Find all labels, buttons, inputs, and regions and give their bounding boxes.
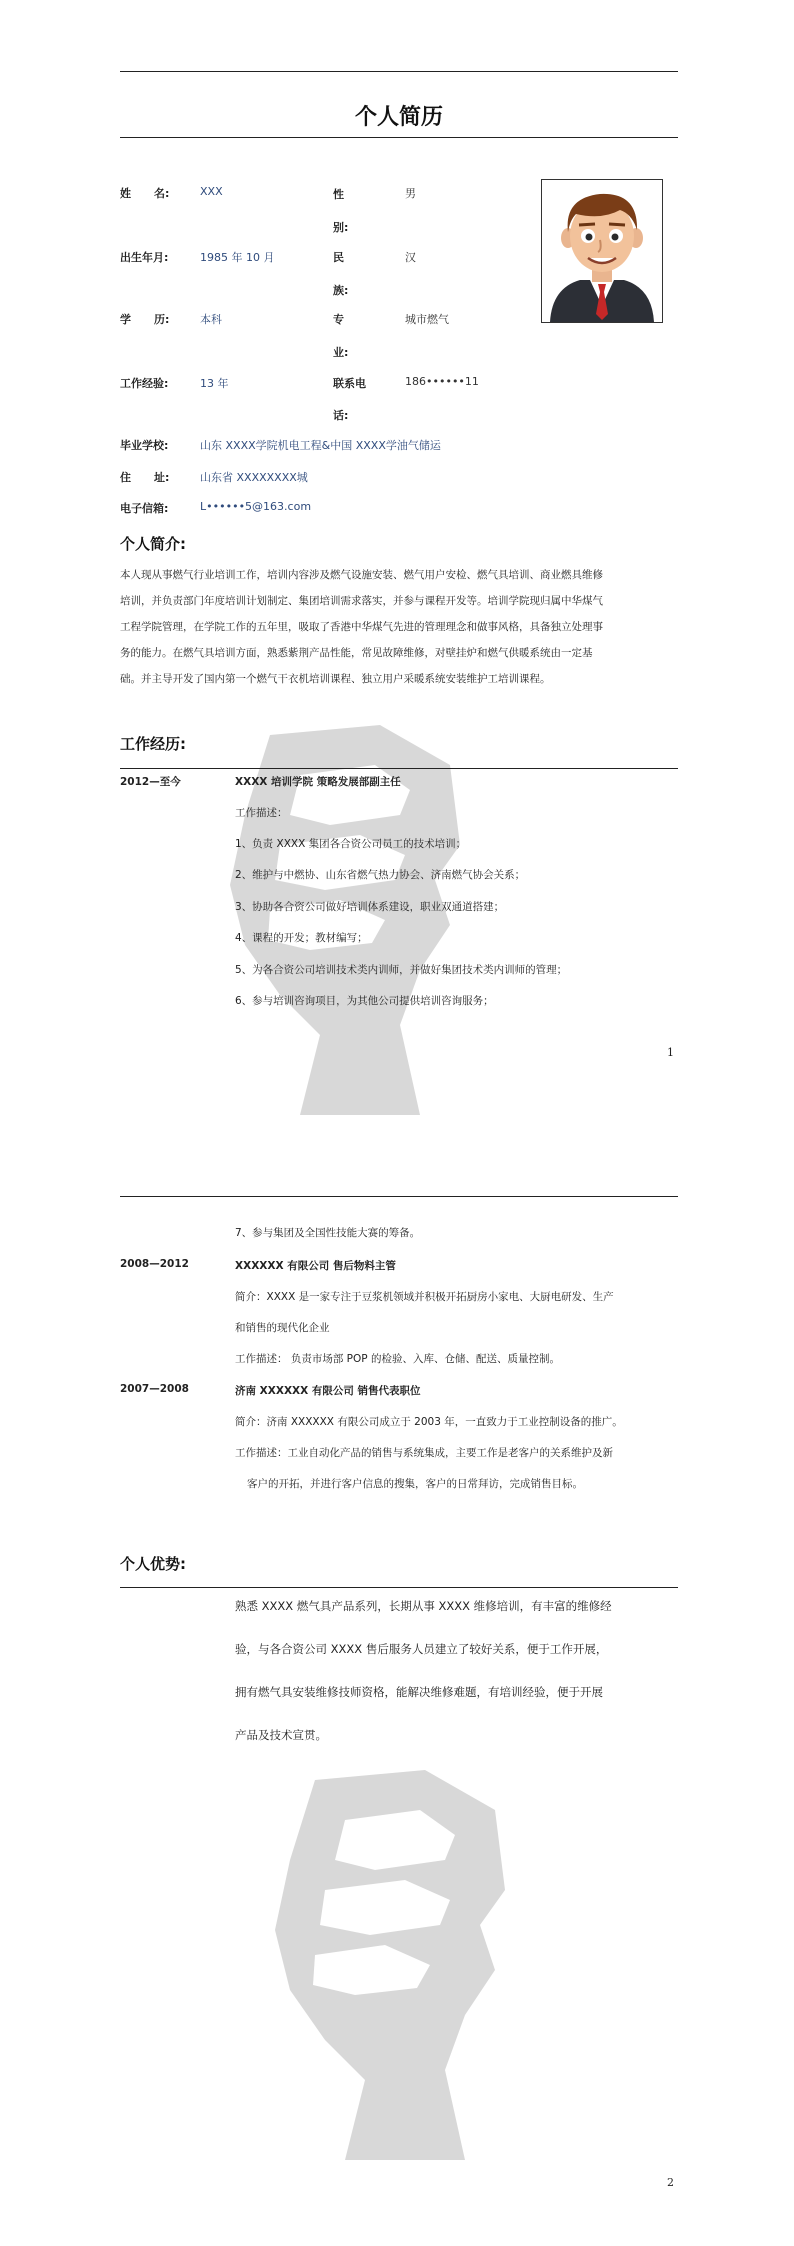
job1-item: 3、协助各合资公司做好培训体系建设，职业双通道搭建；	[235, 901, 505, 913]
job1-item: 5、为各合资公司培训技术类内训师，并做好集团技术类内训师的管理；	[235, 964, 568, 976]
fist-watermark-icon	[195, 1740, 555, 2160]
intro-line: 务的能力。在燃气具培训方面，熟悉紫荆产品性能，常见故障维修，对壁挂炉和燃气供暖系统由一定基	[120, 647, 593, 659]
label-ethnic-suffix: 族:	[333, 284, 349, 297]
advantages-line: 产品及技术宣贯。	[235, 1728, 327, 1742]
avatar-portrait-icon	[542, 180, 662, 322]
label-phone-suffix: 话:	[333, 409, 349, 422]
advantages-heading: 个人优势:	[120, 1555, 186, 1573]
value-gender: 男	[405, 187, 416, 200]
intro-line: 本人现从事燃气行业培训工作，培训内容涉及燃气设施安装、燃气用户安检、燃气具培训、商业燃具维修	[120, 569, 603, 581]
label-gender-suffix: 别:	[333, 221, 349, 234]
advantages-rule	[120, 1587, 678, 1588]
value-email: L••••••5@163.com	[200, 500, 312, 513]
avatar	[541, 179, 663, 323]
job3-desc-line: 客户的开拓，并进行客户信息的搜集，客户的日常拜访，完成销售目标。	[247, 1478, 583, 1490]
advantages-line: 验，与各合资公司 XXXX 售后服务人员建立了较好关系，便于工作开展，	[235, 1642, 608, 1656]
job1-desc-label: 工作描述：	[235, 807, 288, 819]
job3-intro: 简介：济南 XXXXXX 有限公司成立于 2003 年，一直致力于工业控制设备的推广。	[235, 1416, 623, 1428]
value-phone: 186••••••11	[405, 375, 479, 388]
job2-intro-line: 和销售的现代化企业	[235, 1322, 330, 1334]
job1-item: 4、课程的开发；教材编写；	[235, 932, 368, 944]
value-address: 山东省 XXXXXXXX城	[200, 471, 308, 484]
job2-company-title: XXXXXX 有限公司 售后物料主管	[235, 1260, 396, 1272]
job1-item: 2、维护与中燃协、山东省燃气热力协会、济南燃气协会关系；	[235, 869, 526, 881]
label-major: 专	[333, 313, 344, 326]
value-birth: 1985 年 10 月	[200, 251, 275, 264]
advantages-line: 熟悉 XXXX 燃气具产品系列，长期从事 XXXX 维修培训，有丰富的维修经	[235, 1599, 612, 1613]
advantages-line: 拥有燃气具安装维修技师资格，能解决维修难题，有培训经验，便于开展	[235, 1685, 603, 1699]
job2-desc: 工作描述： 负责市场部 POP 的检验、入库、仓储、配送、质量控制。	[235, 1353, 560, 1365]
job1-company-title: XXXX 培训学院 策略发展部副主任	[235, 776, 401, 788]
job3-period: 2007—2008	[120, 1383, 189, 1395]
label-email: 电子信箱:	[120, 502, 169, 515]
job3-company-title: 济南 XXXXXX 有限公司 销售代表职位	[235, 1385, 421, 1397]
label-phone: 联系电	[333, 377, 366, 390]
label-experience: 工作经验:	[120, 377, 169, 390]
label-birth: 出生年月:	[120, 251, 169, 264]
intro-paragraph	[120, 562, 680, 692]
label-name: 姓 名:	[120, 187, 170, 200]
page-number: 1	[667, 1046, 674, 1059]
value-school: 山东 XXXX学院机电工程&中国 XXXX学油气储运	[200, 439, 441, 452]
work-rule	[120, 768, 678, 769]
job1-period: 2012—至今	[120, 776, 181, 788]
intro-line: 础。并主导开发了国内第一个燃气干衣机培训课程、独立用户采暖系统安装维护工培训课程。	[120, 673, 551, 685]
job1-item-7: 7、参与集团及全国性技能大赛的筹备。	[235, 1227, 421, 1239]
value-education: 本科	[200, 313, 222, 326]
value-ethnic: 汉	[405, 251, 416, 264]
intro-heading: 个人简介:	[120, 535, 186, 553]
label-school: 毕业学校:	[120, 439, 169, 452]
label-gender: 性	[333, 188, 344, 201]
header-rule-bottom	[120, 137, 678, 138]
value-name: XXX	[200, 185, 223, 198]
job2-intro-line: 简介：XXXX 是一家专注于豆浆机领域并积极开拓厨房小家电、大厨电研发、生产	[235, 1291, 614, 1303]
header-rule-top	[120, 71, 678, 72]
label-address: 住 址:	[120, 471, 170, 484]
value-experience: 13 年	[200, 377, 229, 390]
intro-line: 工程学院管理，在学院工作的五年里，吸取了香港中华煤气先进的管理理念和做事风格，具备独立处理事	[120, 621, 603, 633]
value-major: 城市燃气	[405, 313, 449, 326]
job3-desc-line: 工作描述：工业自动化产品的销售与系统集成，主要工作是老客户的关系维护及新	[235, 1447, 613, 1459]
job1-item: 1、负责 XXXX 集团各合资公司员工的技术培训；	[235, 838, 467, 850]
label-major-suffix: 业:	[333, 346, 349, 359]
label-education: 学 历:	[120, 313, 170, 326]
intro-line: 培训，并负责部门年度培训计划制定、集团培训需求落实，并参与课程开发等。培训学院现归属中华煤气	[120, 595, 603, 607]
job2-period: 2008—2012	[120, 1258, 189, 1270]
page-number: 2	[667, 2176, 674, 2189]
page2-top-rule	[120, 1196, 678, 1197]
work-heading: 工作经历:	[120, 735, 186, 753]
page-title: 个人简历	[354, 105, 443, 130]
label-ethnic: 民	[333, 251, 344, 264]
job1-item: 6、参与培训咨询项目，为其他公司提供培训咨询服务；	[235, 995, 494, 1007]
